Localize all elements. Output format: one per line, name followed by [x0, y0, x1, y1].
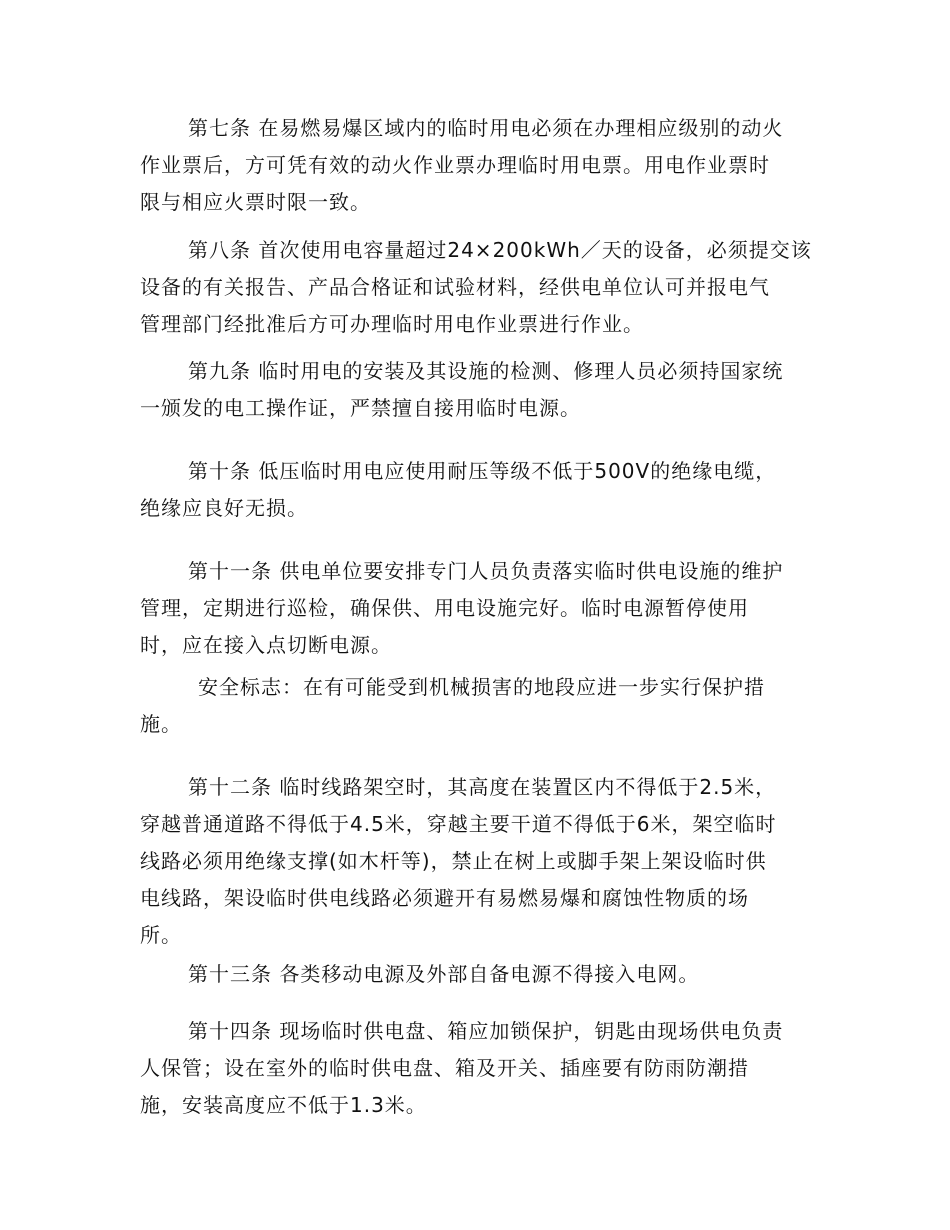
- article-11-paragraph: [140, 553, 820, 664]
- article-12-paragraph: [140, 769, 820, 954]
- paragraph-line: 人保管；设在室外的临时供电盘、箱及开关、插座要有防雨防潮措: [140, 1056, 749, 1080]
- paragraph-line: 第十四条 现场临时供电盘、箱应加锁保护，钥匙由现场供电负责: [188, 1019, 784, 1043]
- paragraph-line: 设备的有关报告、产品合格证和试验材料，经供电单位认可并报电气: [140, 275, 770, 299]
- paragraph-line: 管理部门经批准后方可办理临时用电作业票进行作业。: [140, 312, 644, 336]
- paragraph-line: 第九条 临时用电的安装及其设施的检测、修理人员必须持国家统: [188, 359, 784, 383]
- article-9-paragraph: [140, 353, 820, 427]
- article-10-paragraph: [140, 453, 820, 527]
- paragraph-line: 穿越普通道路不得低于4.5米，穿越主要干道不得低于6米，架空临时: [140, 812, 777, 836]
- article-14-paragraph: [140, 1013, 820, 1124]
- paragraph-line: 第十三条 各类移动电源及外部自备电源不得接入电网。: [188, 962, 700, 986]
- paragraph-line: 限与相应火票时限一致。: [140, 190, 371, 214]
- article-13-paragraph: [140, 956, 820, 993]
- paragraph-line: 第十条 低压临时用电应使用耐压等级不低于500V的绝缘电缆，: [188, 459, 777, 483]
- paragraph-line: 时，应在接入点切断电源。: [140, 633, 392, 657]
- paragraph-line: 施，安装高度应不低于1.3米。: [140, 1093, 427, 1117]
- paragraph-line: 第七条 在易燃易爆区域内的临时用电必须在办理相应级别的动火: [188, 116, 784, 140]
- paragraph-line: 线路必须用绝缘支撑(如木杆等)，禁止在树上或脚手架上架设临时供: [140, 849, 767, 873]
- paragraph-line: 作业票后，方可凭有效的动火作业票办理临时用电票。用电作业票时: [140, 153, 770, 177]
- paragraph-line: 所。: [140, 923, 182, 947]
- paragraph-line: 电线路，架设临时供电线路必须避开有易燃易爆和腐蚀性物质的场: [140, 886, 749, 910]
- article-7-paragraph: [140, 110, 820, 221]
- paragraph-line: 第十一条 供电单位要安排专门人员负责落实临时供电设施的维护: [188, 559, 784, 583]
- paragraph-line: 绝缘应良好无损。: [140, 496, 308, 520]
- safety-sign-paragraph: [140, 669, 820, 743]
- paragraph-line: 安全标志：在有可能受到机械损害的地段应进一步实行保护措: [198, 675, 765, 699]
- article-8-paragraph: [140, 232, 820, 343]
- paragraph-line: 第十二条 临时线路架空时，其高度在装置区内不得低于2.5米，: [188, 775, 777, 799]
- paragraph-line: 一颁发的电工操作证，严禁擅自接用临时电源。: [140, 396, 581, 420]
- paragraph-line: 第八条 首次使用电容量超过24×200kWh／天的设备，必须提交该: [188, 238, 812, 262]
- paragraph-line: 管理，定期进行巡检，确保供、用电设施完好。临时电源暂停使用: [140, 596, 749, 620]
- paragraph-line: 施。: [140, 712, 182, 736]
